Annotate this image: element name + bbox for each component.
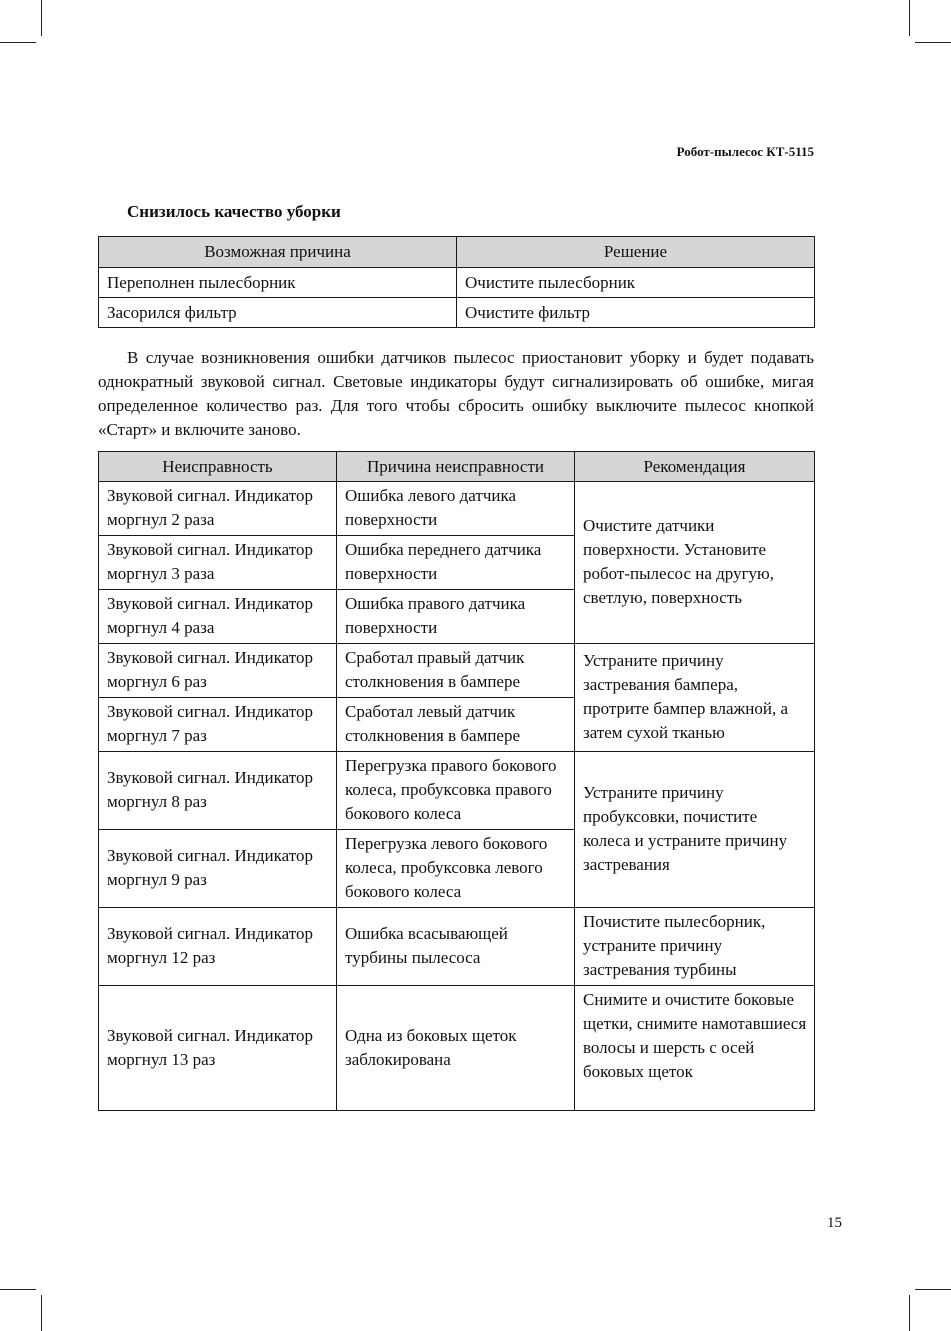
recommendation-cell: Снимите и очистите боковые щетки, снимите намотавшиеся волосы и шерсть с осей боковых щеток bbox=[575, 986, 815, 1111]
table-row bbox=[99, 752, 815, 830]
fault-cell: Звуковой сигнал. Индикатор моргнул 2 раза bbox=[99, 482, 337, 536]
cause-cell: Ошибка правого датчика поверхности bbox=[337, 590, 575, 644]
section-title: Снизилось качество уборки bbox=[127, 202, 341, 221]
fault-cell: Звуковой сигнал. Индикатор моргнул 3 раза bbox=[99, 536, 337, 590]
table-row bbox=[99, 268, 815, 298]
sensor-error-paragraph: В случае возникновения ошибки датчиков пылесос приостановит уборку и будет подавать однократный звуковой сигнал. Световые индикаторы будут сигнализировать об ошибке, мигая определенное количество раз. Для того чтобы сбросить ошибку выключите пылесос кнопкой «Старт» и включите заново. bbox=[98, 348, 814, 439]
table-header-row bbox=[99, 237, 815, 268]
recommendation-cell: Очистите датчики поверхности. Установите робот-пылесос на другую, светлую, поверхность bbox=[575, 482, 815, 644]
table-row bbox=[99, 986, 815, 1111]
table-row bbox=[99, 298, 815, 328]
cause-cell: Сработал левый датчик столкновения в бампере bbox=[337, 698, 575, 752]
table-header-row bbox=[99, 452, 815, 482]
recommendation-cell: Устраните причину пробуксовки, почистите колеса и устраните причину застревания bbox=[575, 752, 815, 908]
page-number: 15 bbox=[827, 1215, 842, 1231]
cause-cell: Перегрузка левого бокового колеса, пробуксовка левого бокового колеса bbox=[337, 830, 575, 908]
fault-cell: Звуковой сигнал. Индикатор моргнул 6 раз bbox=[99, 644, 337, 698]
crop-mark bbox=[41, 0, 42, 36]
column-header: Неисправность bbox=[99, 452, 337, 482]
cleaning-quality-table bbox=[98, 236, 815, 328]
table-row bbox=[99, 644, 815, 698]
crop-mark bbox=[0, 42, 36, 43]
table-row bbox=[99, 482, 815, 536]
cause-cell: Ошибка переднего датчика поверхности bbox=[337, 536, 575, 590]
fault-cell: Звуковой сигнал. Индикатор моргнул 7 раз bbox=[99, 698, 337, 752]
recommendation-cell: Почистите пылесборник, устраните причину застревания турбины bbox=[575, 908, 815, 986]
cause-cell: Засорился фильтр bbox=[99, 298, 457, 328]
crop-mark bbox=[909, 0, 910, 36]
column-header: Возможная причина bbox=[99, 237, 457, 268]
cause-cell: Ошибка левого датчика поверхности bbox=[337, 482, 575, 536]
crop-mark bbox=[909, 1295, 910, 1331]
running-header: Робот-пылесос КТ-5115 bbox=[676, 144, 814, 159]
error-codes-table bbox=[98, 451, 815, 1111]
crop-mark bbox=[0, 1289, 36, 1290]
crop-mark bbox=[915, 42, 951, 43]
cause-cell: Одна из боковых щеток заблокирована bbox=[337, 986, 575, 1111]
fault-cell: Звуковой сигнал. Индикатор моргнул 13 раз bbox=[99, 986, 337, 1111]
solution-cell: Очистите фильтр bbox=[457, 298, 815, 328]
solution-cell: Очистите пылесборник bbox=[457, 268, 815, 298]
crop-mark bbox=[41, 1295, 42, 1331]
fault-cell: Звуковой сигнал. Индикатор моргнул 9 раз bbox=[99, 830, 337, 908]
cause-cell: Ошибка всасывающей турбины пылесоса bbox=[337, 908, 575, 986]
cause-cell: Переполнен пылесборник bbox=[99, 268, 457, 298]
crop-mark bbox=[915, 1289, 951, 1290]
column-header: Рекомендация bbox=[575, 452, 815, 482]
table-row bbox=[99, 908, 815, 986]
cause-cell: Сработал правый датчик столкновения в бампере bbox=[337, 644, 575, 698]
fault-cell: Звуковой сигнал. Индикатор моргнул 8 раз bbox=[99, 752, 337, 830]
cause-cell: Перегрузка правого бокового колеса, пробуксовка правого бокового колеса bbox=[337, 752, 575, 830]
fault-cell: Звуковой сигнал. Индикатор моргнул 12 раз bbox=[99, 908, 337, 986]
column-header: Решение bbox=[457, 237, 815, 268]
column-header: Причина неисправности bbox=[337, 452, 575, 482]
recommendation-cell: Устраните причину застревания бампера, протрите бампер влажной, а затем сухой тканью bbox=[575, 644, 815, 752]
fault-cell: Звуковой сигнал. Индикатор моргнул 4 раза bbox=[99, 590, 337, 644]
